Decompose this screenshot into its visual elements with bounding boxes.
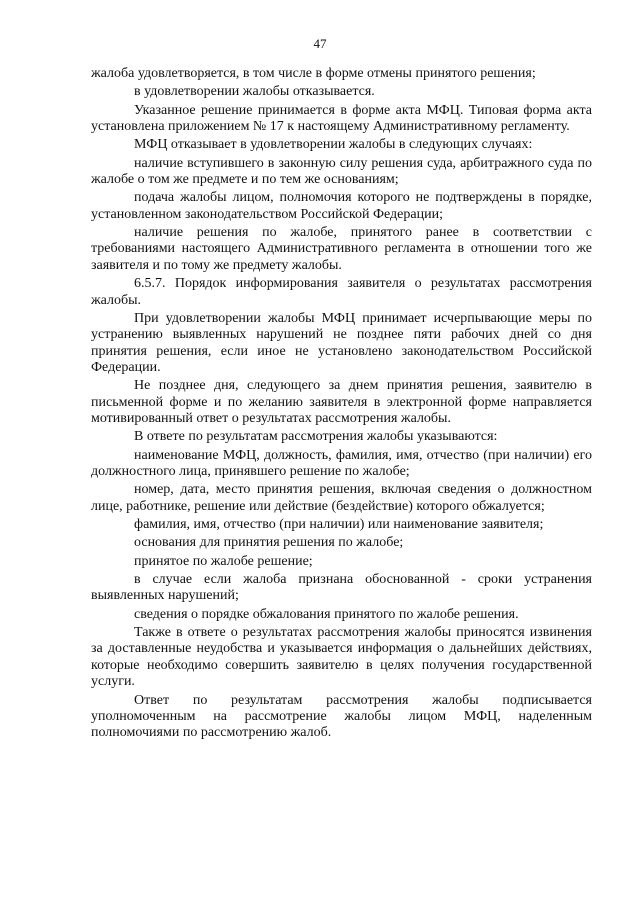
paragraph-17: в случае если жалоба признана обоснованной - сроки устранения выявленных нарушений; [91,572,592,604]
paragraph-13: номер, дата, место принятия решения, включая сведения о должностном лице, работнике, решение или действие (бездействие) которого обжалуется; [91,482,592,514]
paragraph-19: Также в ответе о результатах рассмотрения жалобы приносятся извинения за доставленные неудобства и указывается информация о дальнейших действиях, которые необходимо совершить заявителю в целях получения государственной услуги. [91,625,592,690]
paragraph-4: МФЦ отказывает в удовлетворении жалобы в следующих случаях: [134,137,533,153]
paragraph-6: подача жалобы лицом, полномочия которого не подтверждены в порядке, установленном законодательством Российской Федерации; [91,190,592,222]
section-heading-6-5-7: 6.5.7. Порядок информирования заявителя о результатах рассмотрения жалобы. [91,276,592,308]
paragraph-2: в удовлетворении жалобы отказывается. [134,84,375,100]
paragraph-18: сведения о порядке обжалования принятого по жалобе решения. [134,606,519,622]
paragraph-20: Ответ по результатам рассмотрения жалобы подписывается уполномоченным на рассмотрение жалобы лицом МФЦ, наделенным полномочиями по рассмотрению жалоб. [91,692,592,741]
paragraph-3: Указанное решение принимается в форме акта МФЦ. Типовая форма акта установлена приложением № 17 к настоящему Административному регламенту. [91,102,592,134]
paragraph-1: жалоба удовлетворяется, в том числе в форме отмены принятого решения; [91,66,536,81]
paragraph-15: основания для принятия решения по жалобе; [134,535,404,551]
paragraph-12: наименование МФЦ, должность, фамилия, имя, отчество (при наличии) его должностного лица, принявшего решение по жалобе; [91,447,592,480]
paragraph-11: В ответе по результатам рассмотрения жалобы указываются: [134,429,498,445]
paragraph-7: наличие решения по жалобе, принятого ранее в соответствии с требованиями настоящего Административного регламента в отношении того же заявителя и по тому же предмету жалобы. [91,225,592,273]
paragraph-9: При удовлетворении жалобы МФЦ принимает исчерпывающие меры по устранению выявленных нарушений не позднее пяти рабочих дней со дня принятия решения, если иное не установлено законодательством Российской Федерации. [91,310,592,376]
paragraph-16: принятое по жалобе решение; [134,553,313,569]
paragraph-14: фамилия, имя, отчество (при наличии) или наименование заявителя; [134,517,544,533]
document-body [91,66,592,744]
paragraph-5: наличие вступившего в законную силу решения суда, арбитражного суда по жалобе о том же предмете и по тем же основаниям; [91,155,592,187]
paragraph-10: Не позднее дня, следующего за днем принятия решения, заявителю в письменной форме и по желанию заявителя в электронной форме направляется мотивированный ответ о результатах рассмотрения жалобы. [91,378,592,427]
page-number: 47 [313,36,327,51]
